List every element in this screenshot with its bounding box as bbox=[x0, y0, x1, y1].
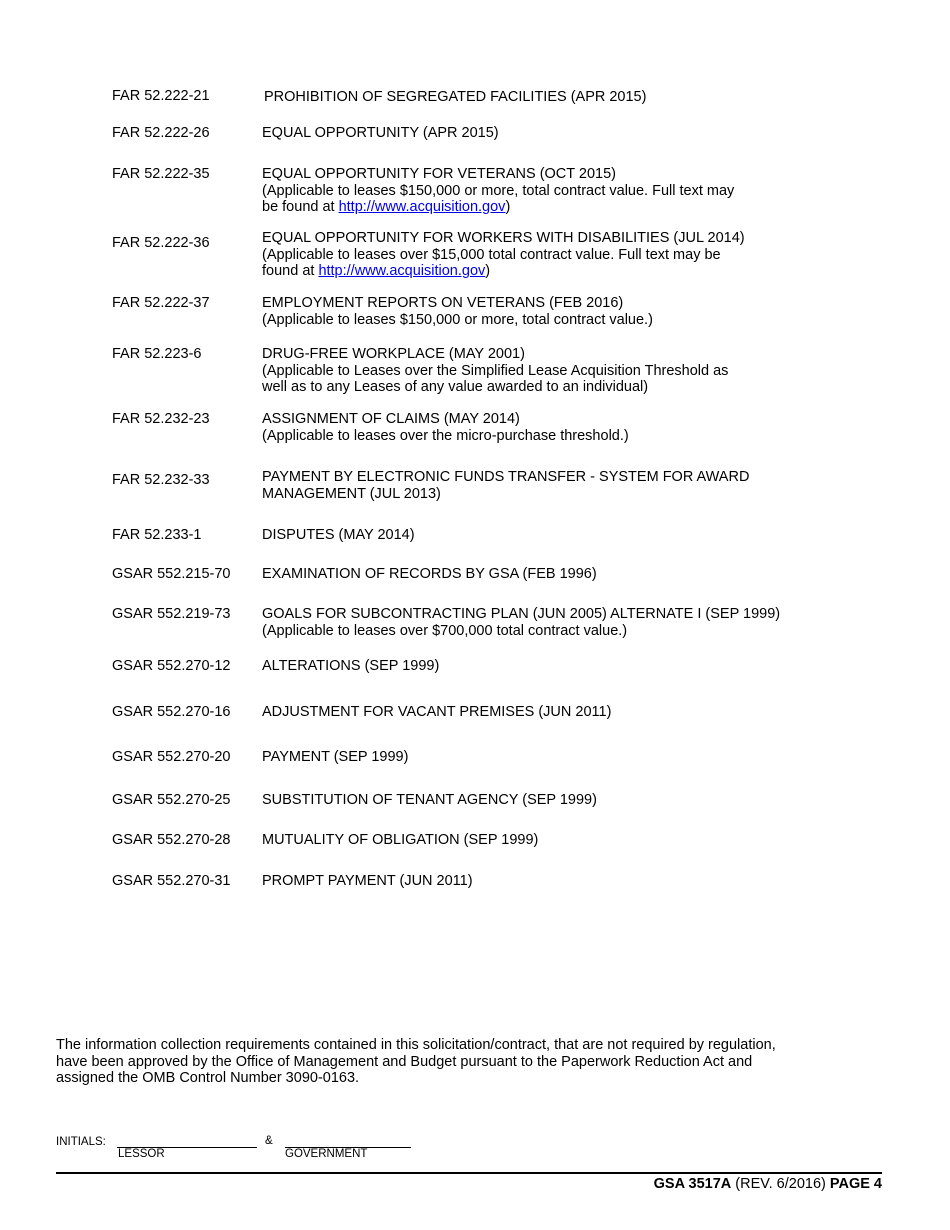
clause-body bbox=[262, 346, 842, 396]
clause-number: FAR 52.222-37 bbox=[112, 295, 210, 311]
clause-body bbox=[262, 469, 842, 502]
clause-body bbox=[262, 125, 842, 142]
clause-number: FAR 52.222-36 bbox=[112, 235, 210, 251]
clause-number: GSAR 552.270-16 bbox=[112, 704, 231, 720]
clause-body bbox=[262, 792, 842, 809]
clause-title: SUBSTITUTION OF TENANT AGENCY (SEP 1999) bbox=[262, 792, 597, 808]
clause-note-suffix: ) bbox=[505, 199, 511, 215]
clause-title: EQUAL OPPORTUNITY FOR WORKERS WITH DISABILITIES (JUL 2014) bbox=[262, 230, 745, 246]
clause-body bbox=[262, 749, 842, 766]
clause-note: well as to any Leases of any value awarded to an individual) bbox=[262, 379, 649, 395]
clause-note: (Applicable to leases over $700,000 total contract value.) bbox=[262, 622, 628, 639]
clause-note-line2 bbox=[262, 263, 842, 280]
acquisition-gov-link[interactable]: http://www.acquisition.gov bbox=[338, 199, 506, 215]
clause-title: ALTERATIONS (SEP 1999) bbox=[262, 658, 440, 674]
clause-number: FAR 52.232-23 bbox=[112, 411, 210, 427]
clause-title-line2: MANAGEMENT (JUL 2013) bbox=[262, 485, 441, 502]
clause-number: FAR 52.222-21 bbox=[112, 88, 210, 104]
clause-note-suffix: ) bbox=[485, 263, 491, 279]
clause-title: PROMPT PAYMENT (JUN 2011) bbox=[262, 873, 473, 889]
clause-body bbox=[262, 295, 842, 328]
page-number: PAGE 4 bbox=[829, 1176, 882, 1192]
clause-body bbox=[262, 166, 842, 216]
omb-notice-line: The information collection requirements contained in this solicitation/contract, that are not required by regulation, bbox=[56, 1037, 776, 1053]
clause-body bbox=[262, 704, 842, 721]
clause-number: FAR 52.233-1 bbox=[112, 527, 202, 543]
clause-title: ADJUSTMENT FOR VACANT PREMISES (JUN 2011) bbox=[262, 704, 612, 720]
clause-title: DRUG-FREE WORKPLACE (MAY 2001) bbox=[262, 346, 525, 362]
clause-note: (Applicable to leases $150,000 or more, total contract value.) bbox=[262, 311, 653, 328]
clause-number: GSAR 552.270-31 bbox=[112, 873, 231, 889]
initials-label: INITIALS: bbox=[56, 1136, 106, 1148]
clause-body bbox=[262, 566, 842, 583]
clause-title: EQUAL OPPORTUNITY (APR 2015) bbox=[262, 125, 499, 141]
clause-note: (Applicable to leases $150,000 or more, total contract value. Full text may bbox=[262, 182, 735, 199]
clause-number: FAR 52.222-26 bbox=[112, 125, 210, 141]
omb-notice-line: have been approved by the Office of Management and Budget pursuant to the Paperwork Reduction Act and bbox=[56, 1053, 753, 1070]
clause-number: GSAR 552.270-28 bbox=[112, 832, 231, 848]
clause-title: EXAMINATION OF RECORDS BY GSA (FEB 1996) bbox=[262, 566, 597, 582]
clause-number: FAR 52.223-6 bbox=[112, 346, 202, 362]
omb-notice-line: assigned the OMB Control Number 3090-0163. bbox=[56, 1070, 360, 1086]
clause-title: MUTUALITY OF OBLIGATION (SEP 1999) bbox=[262, 832, 539, 848]
clause-number: GSAR 552.270-12 bbox=[112, 658, 231, 674]
clause-note-prefix: be found at bbox=[262, 199, 339, 215]
form-id: GSA 3517A bbox=[653, 1176, 732, 1192]
clause-body bbox=[262, 606, 842, 639]
clause-title: EMPLOYMENT REPORTS ON VETERANS (FEB 2016) bbox=[262, 295, 624, 311]
clause-body bbox=[262, 658, 842, 675]
form-revision: (REV. 6/2016) bbox=[731, 1176, 830, 1192]
government-label: GOVERNMENT bbox=[285, 1148, 368, 1160]
clause-number: GSAR 552.270-25 bbox=[112, 792, 231, 808]
footer-divider bbox=[56, 1172, 882, 1174]
clause-title: PAYMENT (SEP 1999) bbox=[262, 749, 409, 765]
page-footer bbox=[654, 1176, 882, 1192]
clause-title: GOALS FOR SUBCONTRACTING PLAN (JUN 2005) ALTERNATE I (SEP 1999) bbox=[262, 606, 781, 622]
clause-note: (Applicable to leases over the micro-purchase threshold.) bbox=[262, 427, 629, 444]
clause-note: (Applicable to Leases over the Simplified Lease Acquisition Threshold as bbox=[262, 362, 729, 379]
clause-note: (Applicable to leases over $15,000 total contract value. Full text may be bbox=[262, 246, 721, 263]
clause-number: GSAR 552.270-20 bbox=[112, 749, 231, 765]
clause-title: EQUAL OPPORTUNITY FOR VETERANS (OCT 2015) bbox=[262, 166, 616, 182]
clause-body bbox=[262, 527, 842, 544]
clause-title: PROHIBITION OF SEGREGATED FACILITIES (APR 2015) bbox=[264, 89, 647, 105]
omb-notice bbox=[56, 1037, 856, 1087]
clause-number: FAR 52.222-35 bbox=[112, 166, 210, 182]
clause-title: PAYMENT BY ELECTRONIC FUNDS TRANSFER - SYSTEM FOR AWARD bbox=[262, 469, 750, 485]
acquisition-gov-link[interactable]: http://www.acquisition.gov bbox=[318, 263, 486, 279]
clause-body bbox=[262, 230, 842, 280]
lessor-label: LESSOR bbox=[118, 1148, 165, 1160]
clause-body bbox=[262, 411, 842, 444]
clause-title: DISPUTES (MAY 2014) bbox=[262, 527, 415, 543]
clause-note-line2 bbox=[262, 199, 842, 216]
clause-body bbox=[264, 89, 844, 106]
clause-body bbox=[262, 832, 842, 849]
clause-number: FAR 52.232-33 bbox=[112, 472, 210, 488]
clause-note-prefix: found at bbox=[262, 263, 319, 279]
clause-body bbox=[262, 873, 842, 890]
clause-title: ASSIGNMENT OF CLAIMS (MAY 2014) bbox=[262, 411, 520, 427]
clause-number: GSAR 552.219-73 bbox=[112, 606, 231, 622]
clause-number: GSAR 552.215-70 bbox=[112, 566, 231, 582]
ampersand: & bbox=[265, 1135, 273, 1147]
